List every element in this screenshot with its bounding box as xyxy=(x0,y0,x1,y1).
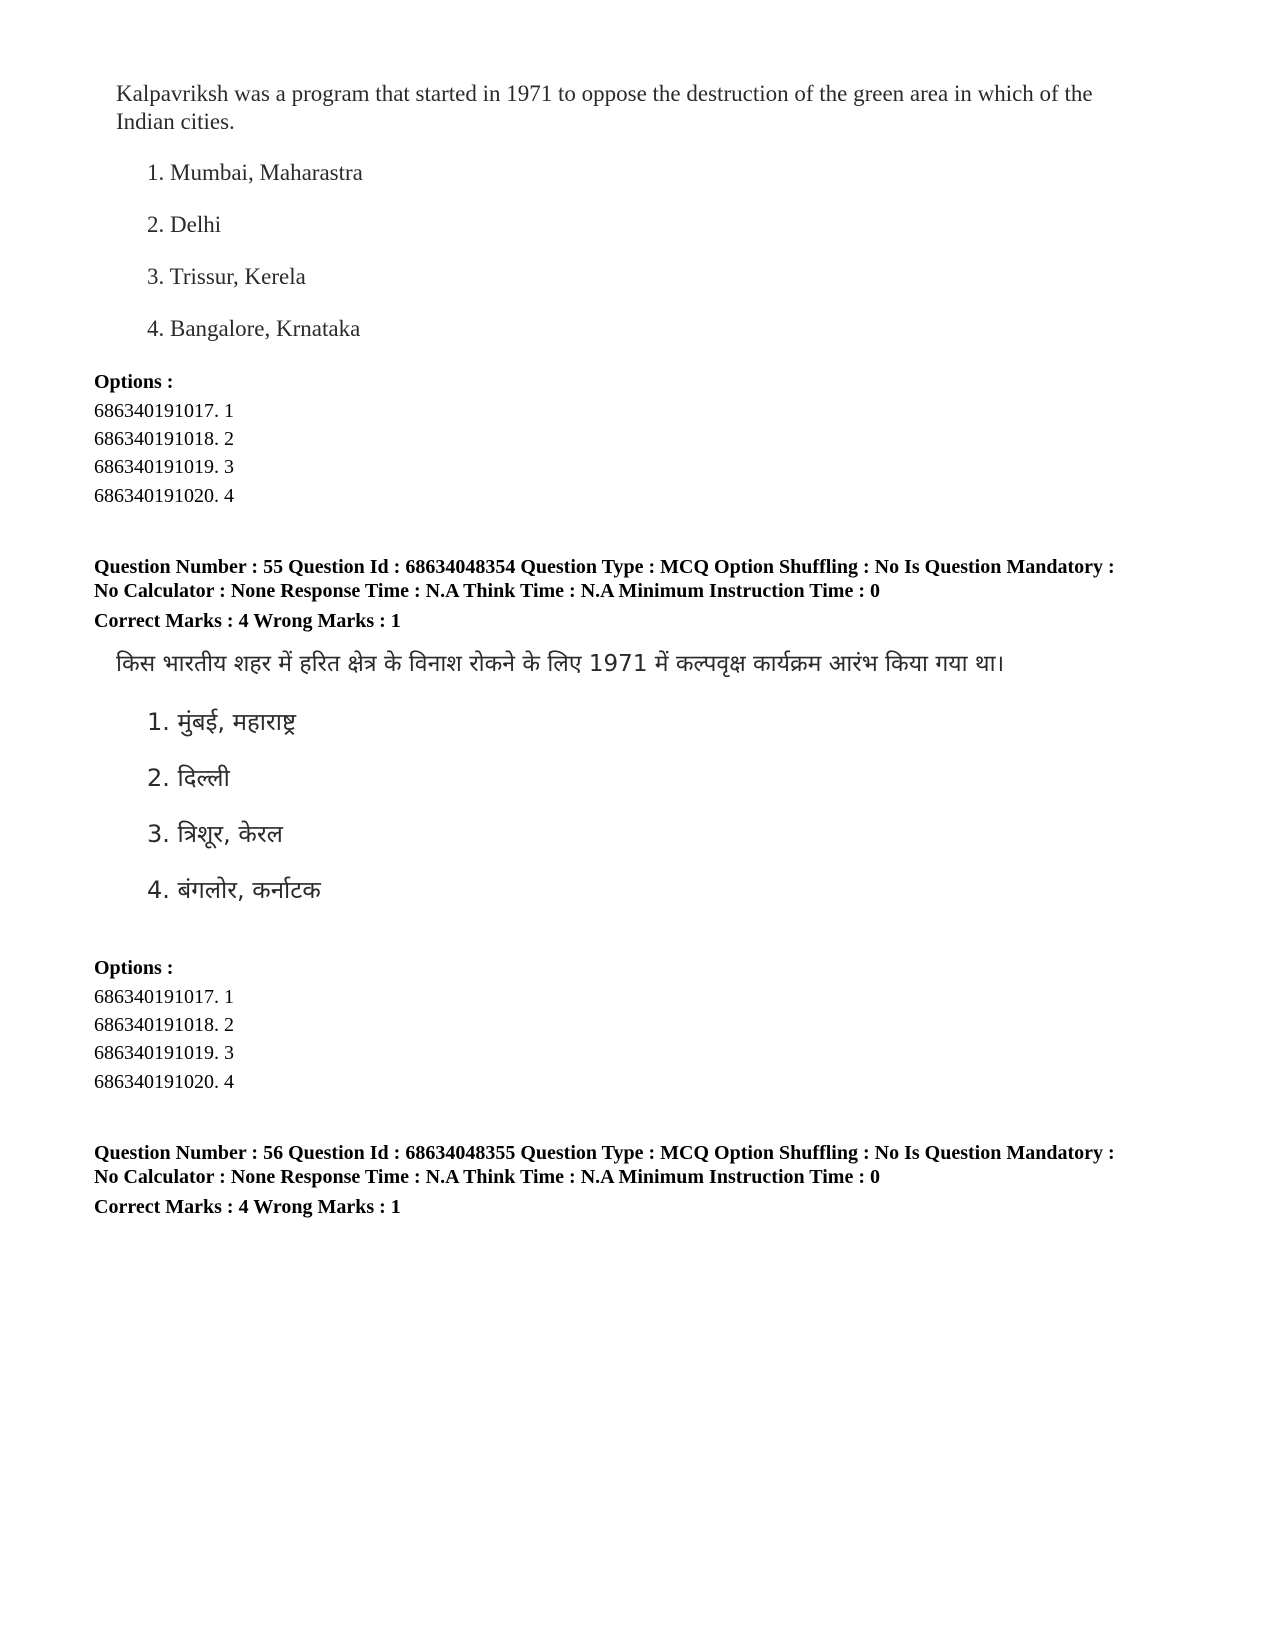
question-stem: Kalpavriksh was a program that started in 1971 to oppose the destruction of the green area in which of the Indian cities. xyxy=(116,81,1093,134)
question-meta-line2: No Calculator : None Response Time : N.A Think Time : N.A Minimum Instruction Time : 0 xyxy=(94,580,880,602)
marks-line: Correct Marks : 4 Wrong Marks : 1 xyxy=(94,610,401,632)
option-id-2b: 686340191018. 2 xyxy=(94,1014,234,1036)
question-meta-56 xyxy=(94,1141,1214,1189)
options-label-2: Options : xyxy=(94,957,174,979)
choice-4: 4. Bangalore, Krnataka xyxy=(147,316,361,341)
question-meta xyxy=(94,555,1214,603)
choice-4-hindi: 4. बंगलोर, कर्नाटक xyxy=(147,876,321,904)
option-id-1: 686340191017. 1 xyxy=(94,400,234,422)
option-id-4b: 686340191020. 4 xyxy=(94,1071,234,1093)
question-meta-line1: Question Number : 55 Question Id : 68634048354 Question Type : MCQ Option Shuffling : No Is Question Mandatory : xyxy=(94,556,1115,578)
option-id-1b: 686340191017. 1 xyxy=(94,986,234,1008)
question-image-hindi xyxy=(116,650,1116,940)
choice-3-hindi: 3. त्रिशूर, केरल xyxy=(147,820,283,848)
options-label: Options : xyxy=(94,371,174,393)
choice-3: 3. Trissur, Kerela xyxy=(147,264,306,289)
question-meta-56-line1: Question Number : 56 Question Id : 68634048355 Question Type : MCQ Option Shuffling : No Is Question Mandatory : xyxy=(94,1142,1115,1164)
choice-2: 2. Delhi xyxy=(147,212,222,237)
question-meta-56-line2: No Calculator : None Response Time : N.A Think Time : N.A Minimum Instruction Time : 0 xyxy=(94,1166,880,1188)
marks-line-56: Correct Marks : 4 Wrong Marks : 1 xyxy=(94,1196,401,1218)
choice-2-hindi: 2. दिल्ली xyxy=(147,764,230,792)
option-id-2: 686340191018. 2 xyxy=(94,428,234,450)
option-id-4: 686340191020. 4 xyxy=(94,485,234,507)
choice-1: 1. Mumbai, Maharastra xyxy=(147,160,363,185)
choice-1-hindi: 1. मुंबई, महाराष्ट्र xyxy=(147,708,296,736)
question-image-english xyxy=(116,80,1116,350)
option-id-3: 686340191019. 3 xyxy=(94,456,234,478)
question-stem-hindi: किस भारतीय शहर में हरित क्षेत्र के विनाश रोकने के लिए 1971 में कल्पवृक्ष कार्यक्रम आरंभ किया गया था। xyxy=(116,651,1005,677)
option-id-3b: 686340191019. 3 xyxy=(94,1042,234,1064)
